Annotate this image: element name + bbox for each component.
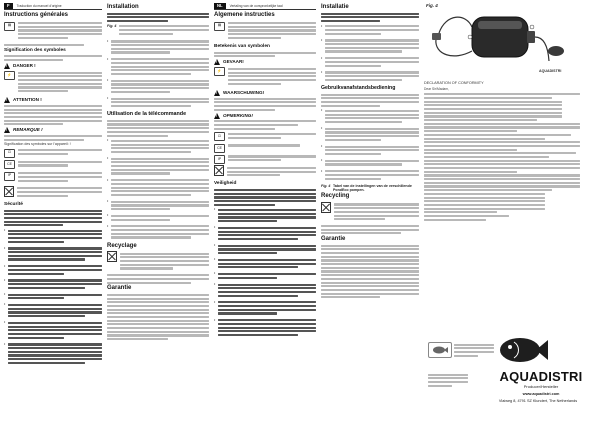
section-title-symbols-fr: Signification des symboles [4, 47, 66, 53]
section-title-installation: Installation [107, 4, 139, 10]
aquadistri-fish-logo [496, 332, 548, 368]
electric-hazard-icon: ⚡ [4, 71, 15, 80]
section-title-security-fr: Sécurité [4, 201, 23, 207]
ce-mark-icon: CE [4, 160, 15, 169]
section-title-recycling: Recycling [321, 193, 350, 200]
manual-book-icon: ▤ [214, 22, 225, 31]
figure-pump-controller [424, 3, 597, 78]
warning-gevaar-nl: ! GEVAAR! [214, 59, 316, 65]
fish-logo-icon [432, 345, 448, 355]
address: Vlaiweg 8, 4791 SZ Klundert, The Netherlands [498, 399, 578, 403]
section-title-general-instructions-nl: Algemene instructies [214, 12, 275, 18]
crossed-bin-icon [214, 165, 224, 176]
warning-danger-fr: ! DANGER ! [4, 63, 102, 69]
text-block [4, 44, 102, 46]
section-title-remote-nl: Gebruikvanafstandsbediening [321, 84, 396, 91]
section-title-symbols-nl: Betekenis van symbolen [214, 44, 270, 50]
symbols-device-label-fr: Signification des symboles sur l'appareil: ! [4, 142, 71, 147]
text-block [18, 21, 102, 41]
column-dutch-continued: Installatie • • • • Gebruikvanafstandsbediening • • • • • Fig. 4 Tabel van de instellingen van de verschillende PondEco pompen. Recycling Garantie [321, 3, 419, 423]
section-title-remote-control: Utilisation de la télécommande [107, 111, 187, 118]
warning-opmerking-nl: ! OPMERKING! [214, 113, 316, 119]
warning-remarque-fr: ! REMARQUE ! [4, 127, 102, 133]
crossed-bin-icon [107, 251, 117, 262]
aquadistri-small-logo: AQUADISTRI [539, 69, 562, 73]
crossed-bin-icon [4, 186, 14, 197]
language-tag-fr: F [4, 3, 13, 9]
product-brand-logo [428, 342, 452, 358]
warning-triangle-icon [4, 97, 10, 103]
warning-attention-fr: ! ATTENTION ! [4, 97, 102, 103]
declaration-title: DECLARATION OF CONFORMITY [424, 81, 484, 85]
aquadistri-brand: AQUADISTRI [499, 369, 583, 384]
warning-triangle-icon [214, 90, 220, 96]
language-tag-nl: NL [214, 3, 226, 9]
producer-label: Producer/Hersteller [523, 384, 559, 389]
column-dutch: NL Vertaling van de oorspronkelijke taal Algemene instructies ▤ Betekenis van symbolen ! GEVAAR! ⚡ ! WAARSCHUWING! ! OPMERKING! ⊡ CE IP Veiligheid • • • • • • • • [214, 3, 316, 423]
section-title-garantie-nl: Garantie [321, 236, 346, 243]
text-block-bold [4, 210, 102, 227]
warning-triangle-icon [214, 113, 220, 119]
declaration-greeting: Dear Sir/Madam, [424, 87, 449, 92]
warning-triangle-icon [4, 127, 10, 133]
language-subtitle-nl: Vertaling van de oorspronkelijke taal [229, 3, 283, 8]
ip-rating-icon: IP [214, 155, 225, 164]
column-installation: Installation Fig. 4 • • • • Utilisation de la télécommande • • • • • • Recyclage Garantie [107, 3, 209, 423]
warning-waarschuwing-nl: ! WAARSCHUWING! [214, 90, 316, 96]
text-block [4, 55, 102, 61]
ce-mark-icon: CE [214, 144, 225, 153]
settings-table-caption: Tabel van de instellingen van de verschillende PondEco pompen. [333, 183, 412, 193]
text-block [4, 105, 102, 126]
footer-producer [424, 332, 597, 422]
warning-triangle-icon [214, 59, 220, 65]
text-block [4, 135, 102, 141]
section-title-safety-nl: Veiligheid [214, 181, 237, 187]
section-title-garantie: Garantie [107, 285, 132, 292]
section-title-general-instructions-fr: Instructions générales [4, 12, 69, 18]
electric-hazard-icon: ⚡ [214, 67, 225, 76]
manual-book-icon: ▤ [4, 22, 15, 31]
language-subtitle-fr: Traduction du manuel d'origine [16, 3, 62, 8]
pump-controller-illustration [424, 3, 597, 78]
section-title-installatie: Installatie [321, 4, 349, 10]
crossed-bin-icon [321, 202, 331, 213]
figure-reference: Fig. 4 [107, 23, 117, 28]
column-french: F Traduction du manuel d'origine Instructions générales ▤ Signification des symboles ! DANGER ! ⚡ ! ATTENTION ! ! REMARQUE ! Signification des symboles sur l'appareil: ! ⊡ CE IP Sécurité • • • • • • • • [4, 3, 102, 423]
section-title-recyclage: Recyclage [107, 242, 137, 249]
language-bar-fr [4, 3, 102, 10]
figure-reference: Fig. 4 [321, 183, 331, 188]
website[interactable]: www.aquadistri.com [522, 392, 560, 396]
protection-class-icon: ⊡ [4, 149, 15, 158]
text-block [18, 70, 102, 94]
ip-rating-icon: IP [4, 172, 15, 181]
language-bar-nl [214, 3, 316, 10]
protection-class-icon: ⊡ [214, 132, 225, 141]
warning-triangle-icon [4, 63, 10, 69]
figure-label: Fig. 4 [426, 3, 438, 8]
